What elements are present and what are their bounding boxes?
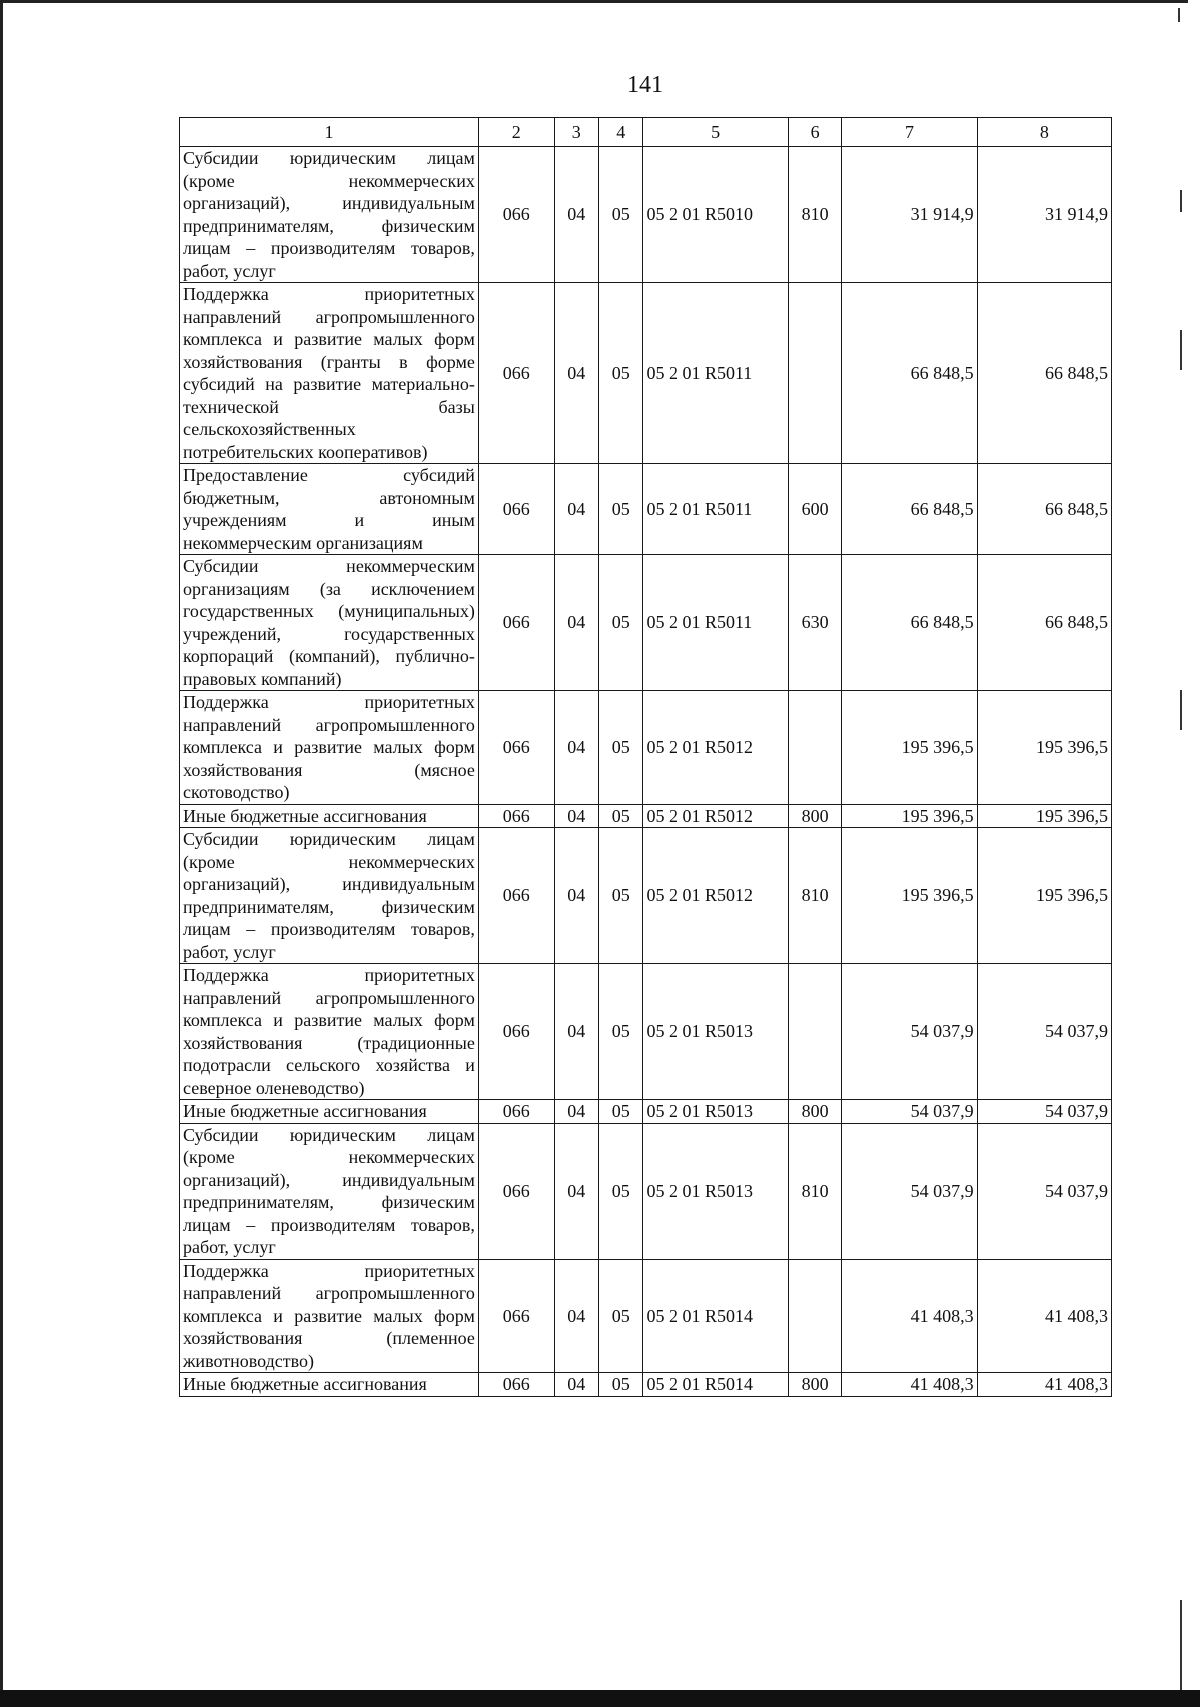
target-article-cell: 05 2 01 R5012: [643, 804, 788, 828]
amount-cell-col8: 54 037,9: [977, 964, 1111, 1100]
table-row: [180, 464, 1112, 555]
expense-type-cell: [788, 1259, 842, 1373]
expense-type-cell: [788, 964, 842, 1100]
amount-cell-col7: 41 408,3: [842, 1259, 977, 1373]
target-article-cell: 05 2 01 R5010: [643, 147, 788, 283]
row-name-cell: Предоставление субсидий бюджетным, автономным учреждениям и иным некоммерческим организациям: [180, 464, 479, 555]
section-code-cell: 04: [554, 147, 598, 283]
table-row: [180, 964, 1112, 1100]
amount-cell-col8: 31 914,9: [977, 147, 1111, 283]
expense-type-cell: 810: [788, 147, 842, 283]
row-name-cell: Поддержка приоритетных направлений агропромышленного комплекса и развитие малых форм хозяйствования (гранты в форме субсидий на развитие материально-технической базы сельскохозяйственных потребительских кооперативов): [180, 283, 479, 464]
amount-cell-col7: 54 037,9: [842, 964, 977, 1100]
ministry-code-cell: 066: [478, 1373, 554, 1397]
amount-cell-col8: 195 396,5: [977, 828, 1111, 964]
row-name-cell: Субсидии некоммерческим организациям (за исключением государственных (муниципальных) учреждений, государственных корпораций (компаний), публично-правовых компаний): [180, 555, 479, 691]
amount-cell-col7: 66 848,5: [842, 555, 977, 691]
scan-border-left: [0, 0, 3, 1707]
scan-mark: [1180, 690, 1182, 730]
section-code-cell: 04: [554, 1123, 598, 1259]
ministry-code-cell: 066: [478, 464, 554, 555]
column-header: 2: [478, 118, 554, 147]
subsection-code-cell: 05: [599, 1100, 643, 1124]
amount-cell-col7: 195 396,5: [842, 691, 977, 805]
budget-table: [179, 117, 1112, 1397]
amount-cell-col7: 31 914,9: [842, 147, 977, 283]
target-article-cell: 05 2 01 R5014: [643, 1373, 788, 1397]
column-header: 7: [842, 118, 977, 147]
target-article-cell: 05 2 01 R5014: [643, 1259, 788, 1373]
subsection-code-cell: 05: [599, 147, 643, 283]
section-code-cell: 04: [554, 464, 598, 555]
subsection-code-cell: 05: [599, 1373, 643, 1397]
ministry-code-cell: 066: [478, 691, 554, 805]
section-code-cell: 04: [554, 828, 598, 964]
section-code-cell: 04: [554, 1100, 598, 1124]
expense-type-cell: [788, 691, 842, 805]
expense-type-cell: 810: [788, 1123, 842, 1259]
section-code-cell: 04: [554, 555, 598, 691]
section-code-cell: 04: [554, 1373, 598, 1397]
ministry-code-cell: 066: [478, 1123, 554, 1259]
scan-border-top: [0, 0, 1188, 3]
row-name-cell: Субсидии юридическим лицам (кроме некоммерческих организаций), индивидуальным предпринимателям, физическим лицам – производителям товаров, работ, услуг: [180, 1123, 479, 1259]
ministry-code-cell: 066: [478, 828, 554, 964]
target-article-cell: 05 2 01 R5013: [643, 1123, 788, 1259]
scan-mark: [1180, 190, 1182, 212]
subsection-code-cell: 05: [599, 464, 643, 555]
row-name-cell: Поддержка приоритетных направлений агропромышленного комплекса и развитие малых форм хозяйствования (мясное скотоводство): [180, 691, 479, 805]
section-code-cell: 04: [554, 1259, 598, 1373]
table-row: [180, 555, 1112, 691]
table-row: [180, 828, 1112, 964]
target-article-cell: 05 2 01 R5013: [643, 964, 788, 1100]
subsection-code-cell: 05: [599, 1259, 643, 1373]
column-header: 8: [977, 118, 1111, 147]
amount-cell-col8: 54 037,9: [977, 1123, 1111, 1259]
amount-cell-col7: 66 848,5: [842, 283, 977, 464]
row-name-cell: Поддержка приоритетных направлений агропромышленного комплекса и развитие малых форм хозяйствования (традиционные подотрасли сельского хозяйства и северное оленеводство): [180, 964, 479, 1100]
page-number: 141: [627, 72, 663, 98]
target-article-cell: 05 2 01 R5012: [643, 828, 788, 964]
column-header: 3: [554, 118, 598, 147]
ministry-code-cell: 066: [478, 555, 554, 691]
column-header: 4: [599, 118, 643, 147]
row-name-cell: Поддержка приоритетных направлений агропромышленного комплекса и развитие малых форм хозяйствования (племенное животноводство): [180, 1259, 479, 1373]
amount-cell-col8: 195 396,5: [977, 804, 1111, 828]
amount-cell-col7: 54 037,9: [842, 1123, 977, 1259]
table-row: [180, 147, 1112, 283]
amount-cell-col7: 195 396,5: [842, 828, 977, 964]
table-row: [180, 1259, 1112, 1373]
column-header: 1: [180, 118, 479, 147]
target-article-cell: 05 2 01 R5011: [643, 464, 788, 555]
row-name-cell: Субсидии юридическим лицам (кроме некоммерческих организаций), индивидуальным предпринимателям, физическим лицам – производителям товаров, работ, услуг: [180, 147, 479, 283]
column-header: 6: [788, 118, 842, 147]
target-article-cell: 05 2 01 R5011: [643, 283, 788, 464]
section-code-cell: 04: [554, 691, 598, 805]
column-header: 5: [643, 118, 788, 147]
amount-cell-col8: 41 408,3: [977, 1373, 1111, 1397]
ministry-code-cell: 066: [478, 1100, 554, 1124]
scan-mark: [1180, 1600, 1182, 1690]
ministry-code-cell: 066: [478, 804, 554, 828]
expense-type-cell: 800: [788, 804, 842, 828]
expense-type-cell: 600: [788, 464, 842, 555]
row-name-cell: Иные бюджетные ассигнования: [180, 1373, 479, 1397]
amount-cell-col8: 66 848,5: [977, 283, 1111, 464]
amount-cell-col8: 54 037,9: [977, 1100, 1111, 1124]
table-row: [180, 691, 1112, 805]
target-article-cell: 05 2 01 R5013: [643, 1100, 788, 1124]
amount-cell-col7: 41 408,3: [842, 1373, 977, 1397]
subsection-code-cell: 05: [599, 1123, 643, 1259]
subsection-code-cell: 05: [599, 964, 643, 1100]
table-row: [180, 1373, 1112, 1397]
amount-cell-col7: 54 037,9: [842, 1100, 977, 1124]
row-name-cell: Субсидии юридическим лицам (кроме некоммерческих организаций), индивидуальным предпринимателям, физическим лицам – производителям товаров, работ, услуг: [180, 828, 479, 964]
amount-cell-col8: 195 396,5: [977, 691, 1111, 805]
table-row: [180, 804, 1112, 828]
row-name-cell: Иные бюджетные ассигнования: [180, 804, 479, 828]
subsection-code-cell: 05: [599, 804, 643, 828]
scan-border-bottom: [0, 1690, 1200, 1707]
target-article-cell: 05 2 01 R5012: [643, 691, 788, 805]
table-header-row: [180, 118, 1112, 147]
expense-type-cell: 630: [788, 555, 842, 691]
ministry-code-cell: 066: [478, 1259, 554, 1373]
amount-cell-col7: 195 396,5: [842, 804, 977, 828]
amount-cell-col8: 41 408,3: [977, 1259, 1111, 1373]
section-code-cell: 04: [554, 283, 598, 464]
ministry-code-cell: 066: [478, 283, 554, 464]
table-row: [180, 1123, 1112, 1259]
expense-type-cell: 810: [788, 828, 842, 964]
amount-cell-col7: 66 848,5: [842, 464, 977, 555]
subsection-code-cell: 05: [599, 691, 643, 805]
subsection-code-cell: 05: [599, 283, 643, 464]
row-name-cell: Иные бюджетные ассигнования: [180, 1100, 479, 1124]
expense-type-cell: 800: [788, 1100, 842, 1124]
subsection-code-cell: 05: [599, 828, 643, 964]
table-row: [180, 1100, 1112, 1124]
scan-mark: [1178, 8, 1180, 22]
expense-type-cell: 800: [788, 1373, 842, 1397]
section-code-cell: 04: [554, 804, 598, 828]
table-row: [180, 283, 1112, 464]
target-article-cell: 05 2 01 R5011: [643, 555, 788, 691]
ministry-code-cell: 066: [478, 964, 554, 1100]
amount-cell-col8: 66 848,5: [977, 555, 1111, 691]
amount-cell-col8: 66 848,5: [977, 464, 1111, 555]
section-code-cell: 04: [554, 964, 598, 1100]
subsection-code-cell: 05: [599, 555, 643, 691]
ministry-code-cell: 066: [478, 147, 554, 283]
expense-type-cell: [788, 283, 842, 464]
scan-mark: [1180, 330, 1182, 370]
